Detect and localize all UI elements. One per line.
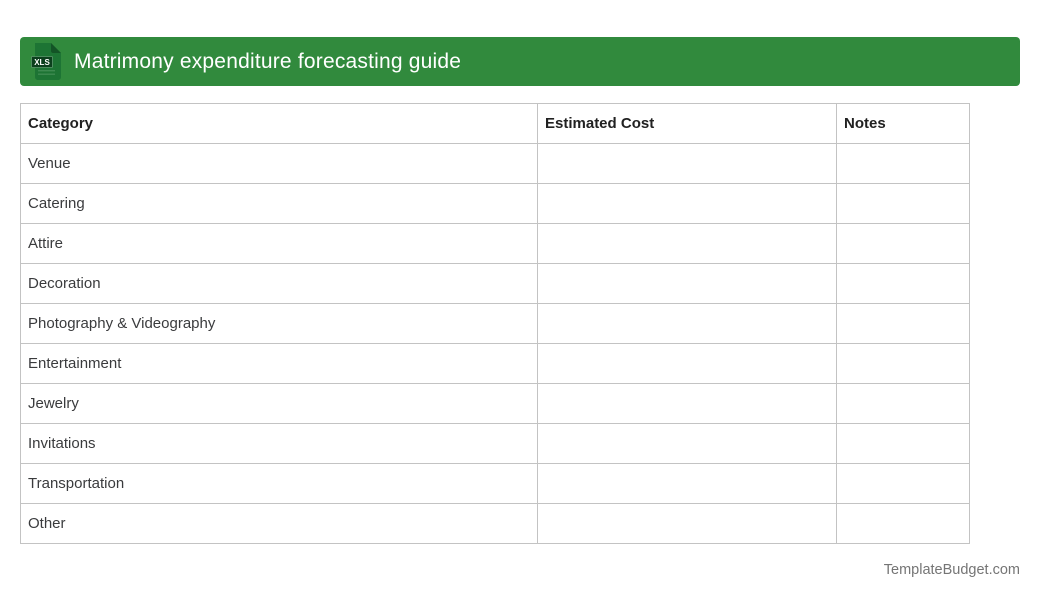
- table-row: [21, 344, 970, 384]
- notes-cell: [837, 344, 970, 384]
- category-cell: Photography & Videography: [21, 304, 538, 344]
- notes-cell: [837, 224, 970, 264]
- notes-cell: [837, 184, 970, 224]
- category-cell: Catering: [21, 184, 538, 224]
- category-cell: Other: [21, 504, 538, 544]
- xls-badge-label: XLS: [34, 57, 50, 67]
- notes-cell: [837, 504, 970, 544]
- table-row: [21, 304, 970, 344]
- category-cell: Invitations: [21, 424, 538, 464]
- notes-cell: [837, 464, 970, 504]
- notes-cell: [837, 424, 970, 464]
- footer: [884, 562, 1020, 578]
- category-cell: Jewelry: [21, 384, 538, 424]
- table-row: [21, 424, 970, 464]
- table-row: [21, 144, 970, 184]
- estimated-cost-cell: [538, 264, 837, 304]
- category-cell: Attire: [21, 224, 538, 264]
- category-cell: Transportation: [21, 464, 538, 504]
- estimated-cost-cell: [538, 184, 837, 224]
- notes-cell: [837, 304, 970, 344]
- estimated-cost-cell: [538, 504, 837, 544]
- category-cell: Decoration: [21, 264, 538, 304]
- table-row: [21, 264, 970, 304]
- notes-cell: [837, 144, 970, 184]
- table-header-row: [21, 104, 970, 144]
- table-row: [21, 224, 970, 264]
- estimated-cost-cell: [538, 144, 837, 184]
- category-cell: Venue: [21, 144, 538, 184]
- table-row: [21, 504, 970, 544]
- table-row: [21, 384, 970, 424]
- column-header-notes: Notes: [837, 104, 970, 144]
- estimated-cost-cell: [538, 224, 837, 264]
- column-header-category: Category: [21, 104, 538, 144]
- estimated-cost-cell: [538, 304, 837, 344]
- budget-table: [20, 103, 970, 544]
- table-row: [21, 464, 970, 504]
- estimated-cost-cell: [538, 464, 837, 504]
- page-title: Matrimony expenditure forecasting guide: [74, 49, 462, 73]
- category-cell: Entertainment: [21, 344, 538, 384]
- notes-cell: [837, 264, 970, 304]
- column-header-estimated-cost: Estimated Cost: [538, 104, 837, 144]
- table-row: [21, 184, 970, 224]
- title-bar: [20, 37, 1020, 86]
- xls-file-icon: [31, 43, 61, 80]
- estimated-cost-cell: [538, 424, 837, 464]
- estimated-cost-cell: [538, 384, 837, 424]
- site-credit: TemplateBudget.com: [883, 562, 1020, 578]
- notes-cell: [837, 384, 970, 424]
- estimated-cost-cell: [538, 344, 837, 384]
